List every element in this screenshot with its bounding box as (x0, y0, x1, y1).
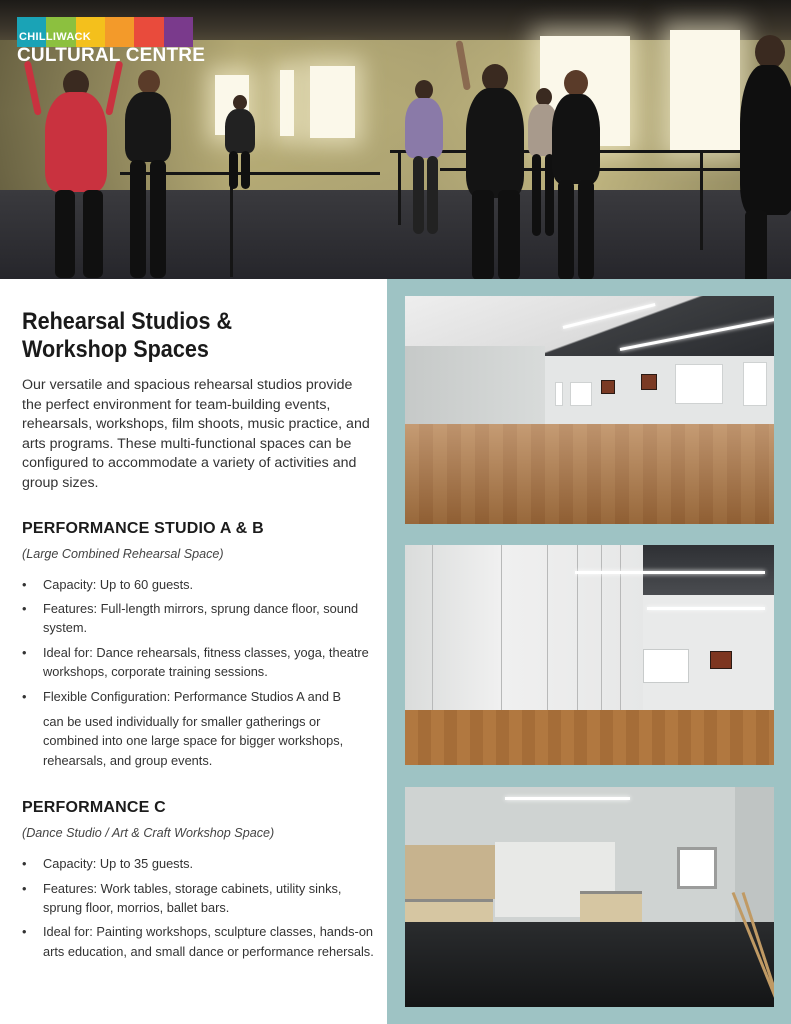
page-title-line1: Rehearsal Studios & (22, 308, 233, 335)
main-content (22, 308, 374, 966)
hero-photo (0, 0, 791, 279)
page-title (22, 308, 339, 364)
list-item: • Capacity: Up to 35 guests. (22, 854, 374, 873)
studio-mirror-photo (405, 296, 774, 524)
list-item: • Ideal for: Dance rehearsals, fitness classes, yoga, theatre workshops, corporate training sessions. (22, 643, 374, 682)
feature-list (22, 575, 374, 771)
photo-panel (387, 279, 791, 1024)
list-item: • Features: Full-length mirrors, sprung dance floor, sound system. (22, 599, 374, 638)
list-item: • Flexible Configuration: Performance Studios A and B can be used individually for smaller gatherings or combined into one large space for bigger workshops, rehearsals, and group events. (22, 687, 374, 771)
section-heading: PERFORMANCE STUDIO A & B (22, 519, 264, 537)
studio-partition-photo (405, 545, 774, 765)
list-item-continuation: can be used individually for smaller gatherings or combined into one large space for bigger workshops, rehearsals, and group events. (43, 714, 344, 768)
list-item: • Capacity: Up to 60 guests. (22, 575, 374, 594)
logo-line1: CHILLIWACK (19, 31, 92, 43)
logo-line2: CULTURAL CENTRE (17, 45, 206, 66)
logo (17, 17, 206, 66)
page-title-line2: Workshop Spaces (22, 336, 209, 363)
section-subtitle: (Dance Studio / Art & Craft Workshop Space) (22, 826, 275, 841)
feature-list (22, 854, 374, 961)
list-item: • Ideal for: Painting workshops, sculpture classes, hands-on arts education, and small dance or performance rehersals. (22, 922, 374, 961)
intro-paragraph: Our versatile and spacious rehearsal studios provide the perfect environment for team-building events, rehearsals, workshops, film shoots, music practice, and arts programs. These multi-functional spaces can be configured to accommodate a variety of activities and group sizes. (22, 377, 370, 491)
section-heading: PERFORMANCE C (22, 799, 166, 817)
studio-dark-floor-photo (405, 787, 774, 1007)
section-subtitle: (Large Combined Rehearsal Space) (22, 546, 224, 561)
list-item: • Features: Work tables, storage cabinets, utility sinks, sprung floor, morrios, ballet bars. (22, 879, 374, 918)
